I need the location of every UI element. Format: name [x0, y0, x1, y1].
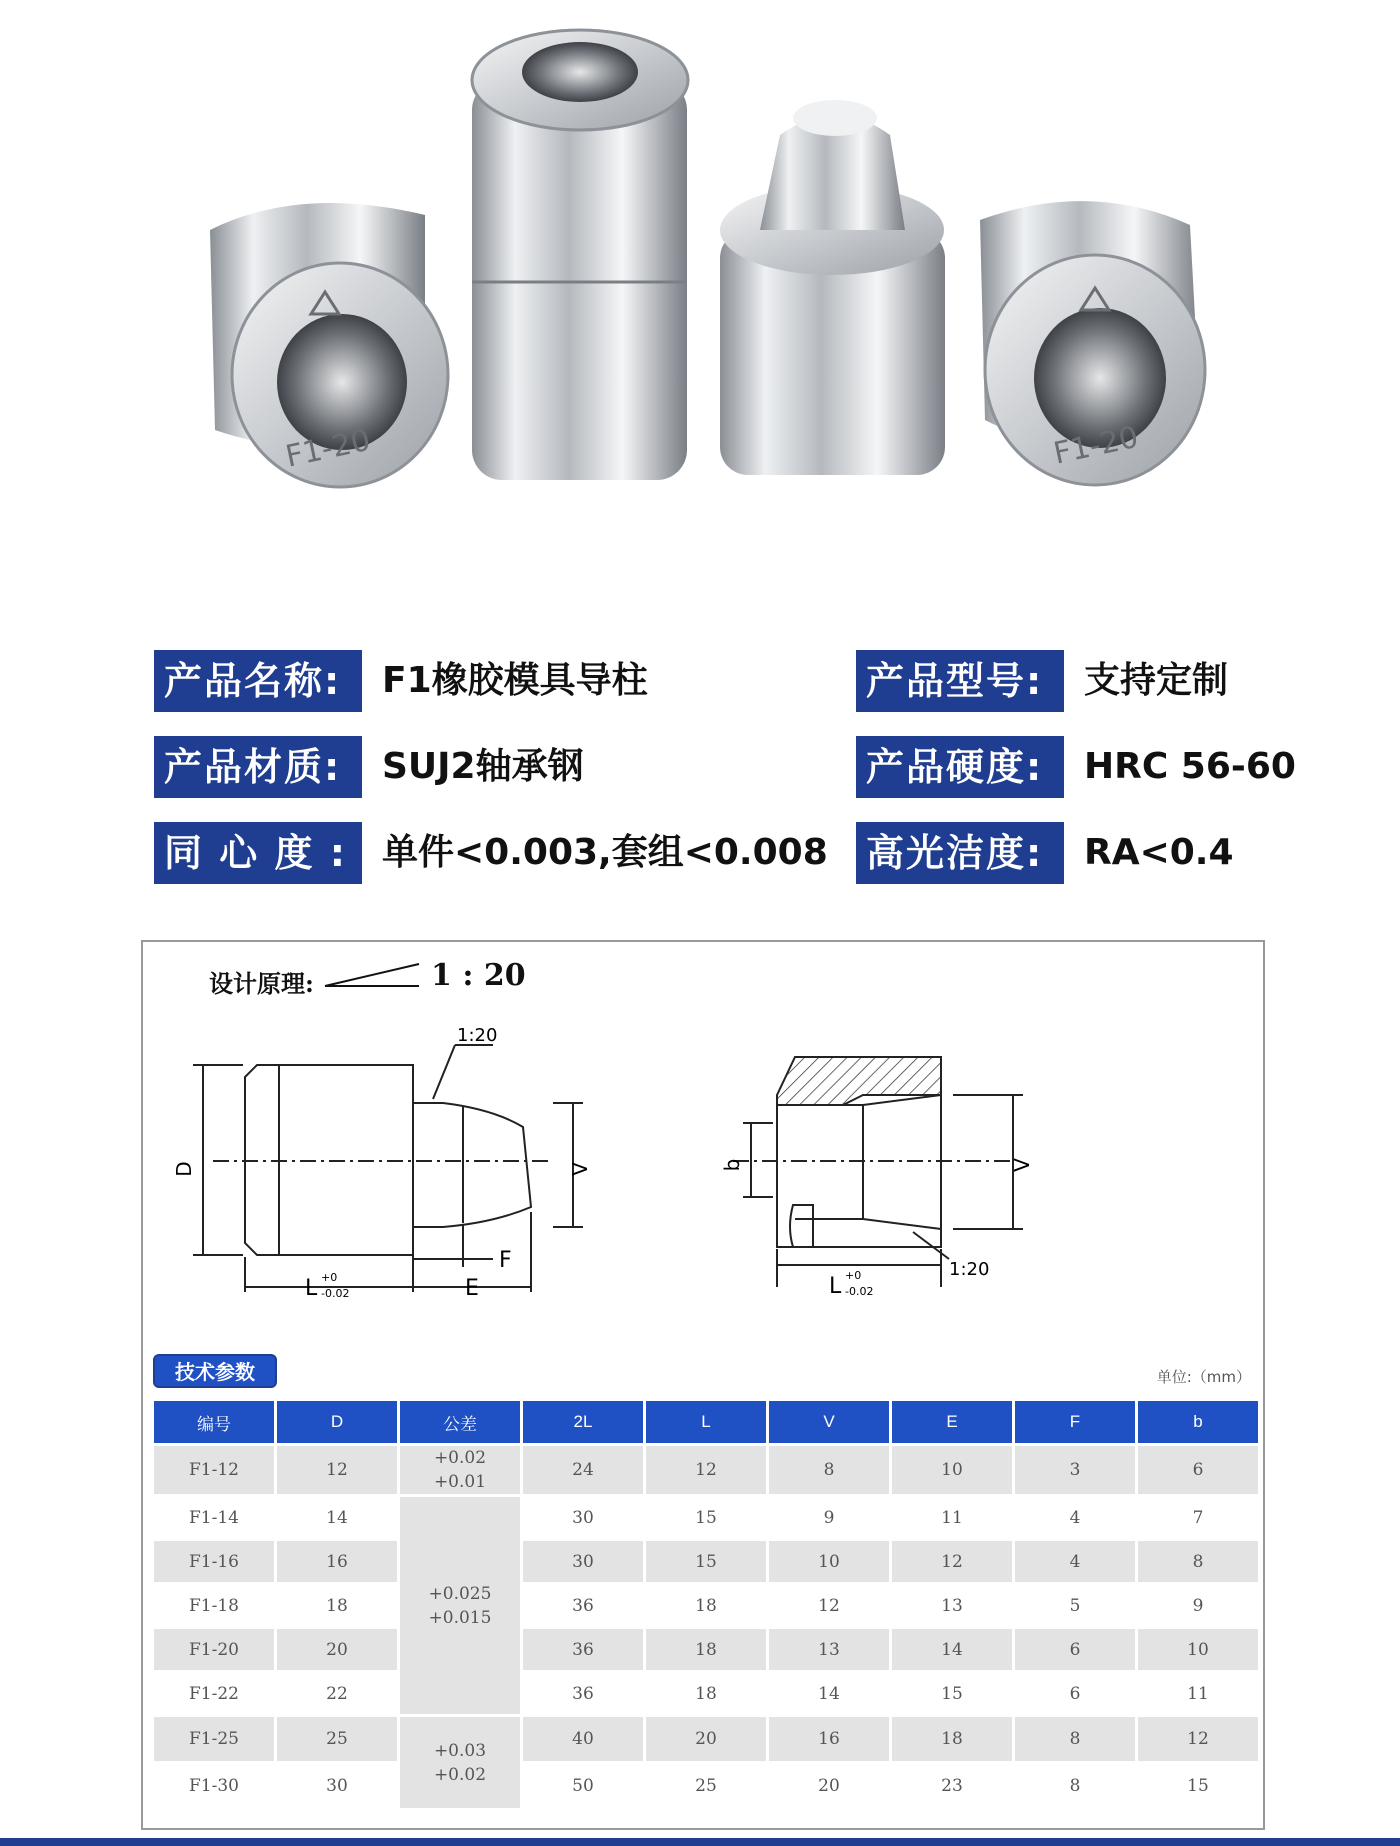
bushing-drawing	[720, 997, 1123, 1299]
table-row	[154, 1585, 1258, 1626]
header-L: L	[646, 1401, 766, 1443]
header-F: F	[1015, 1401, 1135, 1443]
cell-E: 18	[892, 1717, 1012, 1761]
tol-upper: +0.02	[433, 1448, 487, 1468]
cell-L: 25	[695, 1776, 717, 1796]
dim-L-tol-minus-bushing: -0.02	[845, 1285, 874, 1298]
dim-L-tol-plus-bushing: +0	[845, 1269, 862, 1282]
dim-F-label: F	[499, 1248, 512, 1273]
cell-L: 20	[646, 1717, 766, 1761]
cell-D: 16	[277, 1541, 397, 1582]
cell-L: 18	[695, 1683, 717, 1704]
table-row	[154, 1629, 1258, 1670]
cell-b: 7	[1192, 1507, 1204, 1528]
cell-b: 12	[1138, 1717, 1258, 1761]
technical-drawing-panel	[141, 940, 1265, 1830]
cell-b: 15	[1187, 1776, 1209, 1796]
cell-D: 18	[326, 1595, 348, 1616]
cell-E: 10	[892, 1446, 1012, 1494]
bottom-accent-bar	[0, 1838, 1400, 1846]
table-header-row	[154, 1401, 1258, 1443]
cell-tolerance	[400, 1497, 520, 1714]
header-2L: 2L	[523, 1401, 643, 1443]
cell-D: 12	[277, 1446, 397, 1494]
product-photo	[0, 0, 1400, 560]
header-D: D	[277, 1401, 397, 1443]
cell-V: 9	[823, 1507, 835, 1528]
dim-L-tol-minus: -0.02	[321, 1287, 350, 1300]
cell-L: 12	[646, 1446, 766, 1494]
guide-pillar-tapered	[720, 100, 945, 475]
tol-lower: +0.02	[433, 1764, 487, 1785]
spec-label-name: 产品名称:	[154, 650, 362, 712]
cell-D: 14	[326, 1507, 348, 1528]
cell-2L: 36	[572, 1595, 594, 1616]
table-row	[154, 1497, 1258, 1538]
cell-code: F1-25	[154, 1717, 274, 1761]
cell-V: 8	[769, 1446, 889, 1494]
cell-code: F1-30	[189, 1776, 239, 1796]
spec-label-concentricity: 同 心 度 :	[154, 822, 362, 884]
spec-value-material: SUJ2轴承钢	[382, 746, 584, 787]
tol-lower: +0.01	[433, 1472, 487, 1492]
section-taper-callout: 1:20	[949, 1259, 990, 1280]
dim-E-label: E	[465, 1276, 479, 1301]
cell-2L: 50	[572, 1776, 594, 1796]
stamp-text-right: F1-20	[1050, 419, 1142, 472]
cell-tolerance	[400, 1446, 520, 1494]
cell-E: 11	[941, 1507, 963, 1528]
spec-label-finish: 高光洁度:	[856, 822, 1064, 884]
cell-2L: 24	[523, 1446, 643, 1494]
cell-2L: 30	[523, 1541, 643, 1582]
params-title: 技术参数	[153, 1354, 277, 1388]
header-b: b	[1138, 1401, 1258, 1443]
params-table	[151, 1398, 1261, 1811]
spec-label-model: 产品型号:	[856, 650, 1064, 712]
header-V: V	[769, 1401, 889, 1443]
table-row	[154, 1446, 1258, 1494]
cell-F: 4	[1015, 1541, 1135, 1582]
cell-D: 20	[277, 1629, 397, 1670]
guide-pillar-tall	[472, 30, 688, 480]
header-tolerance: 公差	[400, 1401, 520, 1443]
cell-L: 15	[695, 1507, 717, 1528]
cell-E: 23	[941, 1776, 963, 1796]
spec-value-concentricity: 单件<0.003,套组<0.008	[382, 832, 828, 873]
cell-D: 25	[277, 1717, 397, 1761]
cell-code: F1-16	[154, 1541, 274, 1582]
cell-2L: 36	[572, 1683, 594, 1704]
header-E: E	[892, 1401, 1012, 1443]
cell-F: 8	[1069, 1776, 1081, 1796]
spec-value-finish: RA<0.4	[1084, 832, 1234, 873]
cell-b: 6	[1138, 1446, 1258, 1494]
cell-b: 8	[1138, 1541, 1258, 1582]
taper-symbol-icon	[323, 960, 423, 990]
cell-code: F1-18	[189, 1595, 239, 1616]
header-code: 编号	[154, 1401, 274, 1443]
spec-value-model: 支持定制	[1084, 660, 1229, 701]
tol-lower: +0.015	[428, 1607, 492, 1628]
design-principle-label: 设计原理:	[209, 969, 314, 998]
spec-label-material: 产品材质:	[154, 736, 362, 798]
dim-b-label: b	[720, 1158, 744, 1172]
cell-V: 12	[818, 1595, 840, 1616]
cell-V: 16	[769, 1717, 889, 1761]
tol-upper: +0.03	[433, 1740, 487, 1761]
cell-E: 14	[892, 1629, 1012, 1670]
cell-L: 18	[646, 1629, 766, 1670]
dim-L-tol-plus: +0	[321, 1271, 338, 1284]
cell-code: F1-22	[189, 1683, 239, 1704]
cell-code: F1-14	[189, 1507, 239, 1528]
cell-V: 14	[818, 1683, 840, 1704]
cell-E: 13	[941, 1595, 963, 1616]
cell-V: 10	[769, 1541, 889, 1582]
spec-value-hardness: HRC 56-60	[1084, 746, 1296, 787]
design-ratio: 1 : 20	[431, 958, 526, 993]
dim-L-label: L	[305, 1276, 318, 1301]
cell-F: 8	[1015, 1717, 1135, 1761]
cell-V: 20	[818, 1776, 840, 1796]
cell-L: 18	[695, 1595, 717, 1616]
bushing-right	[980, 201, 1205, 485]
cell-code: F1-20	[154, 1629, 274, 1670]
table-row	[154, 1673, 1258, 1714]
cell-F: 6	[1069, 1683, 1081, 1704]
pillar-drawing	[172, 997, 693, 1301]
table-row	[154, 1717, 1258, 1761]
dim-L-label-bushing: L	[829, 1274, 842, 1299]
cell-2L: 30	[572, 1507, 594, 1528]
stamp-text-left: F1-20	[282, 422, 374, 475]
cell-F: 6	[1015, 1629, 1135, 1670]
cell-D: 30	[326, 1776, 348, 1796]
cell-tolerance	[400, 1717, 520, 1808]
cell-L: 15	[646, 1541, 766, 1582]
tol-upper: +0.025	[428, 1583, 492, 1604]
cell-b: 11	[1187, 1683, 1209, 1704]
cell-F: 5	[1069, 1595, 1081, 1616]
cell-E: 15	[941, 1683, 963, 1704]
spec-label-hardness: 产品硬度:	[856, 736, 1064, 798]
taper-callout: 1:20	[457, 1025, 498, 1046]
bushing-left	[210, 203, 448, 487]
dim-V-label-bushing: V	[1010, 1158, 1034, 1172]
spec-value-name: F1橡胶模具导柱	[382, 660, 648, 701]
cell-F: 3	[1015, 1446, 1135, 1494]
cell-F: 4	[1069, 1507, 1081, 1528]
cell-D: 22	[326, 1683, 348, 1704]
cell-code: F1-12	[154, 1446, 274, 1494]
table-row	[154, 1541, 1258, 1582]
table-row	[154, 1764, 1258, 1808]
cell-2L: 36	[523, 1629, 643, 1670]
unit-label: 单位:（mm）	[1156, 1368, 1251, 1386]
cell-E: 12	[892, 1541, 1012, 1582]
cell-b: 9	[1192, 1595, 1204, 1616]
cell-2L: 40	[523, 1717, 643, 1761]
dim-V-label: V	[568, 1162, 592, 1176]
cell-b: 10	[1138, 1629, 1258, 1670]
dim-D-label: D	[172, 1161, 196, 1177]
cell-V: 13	[769, 1629, 889, 1670]
